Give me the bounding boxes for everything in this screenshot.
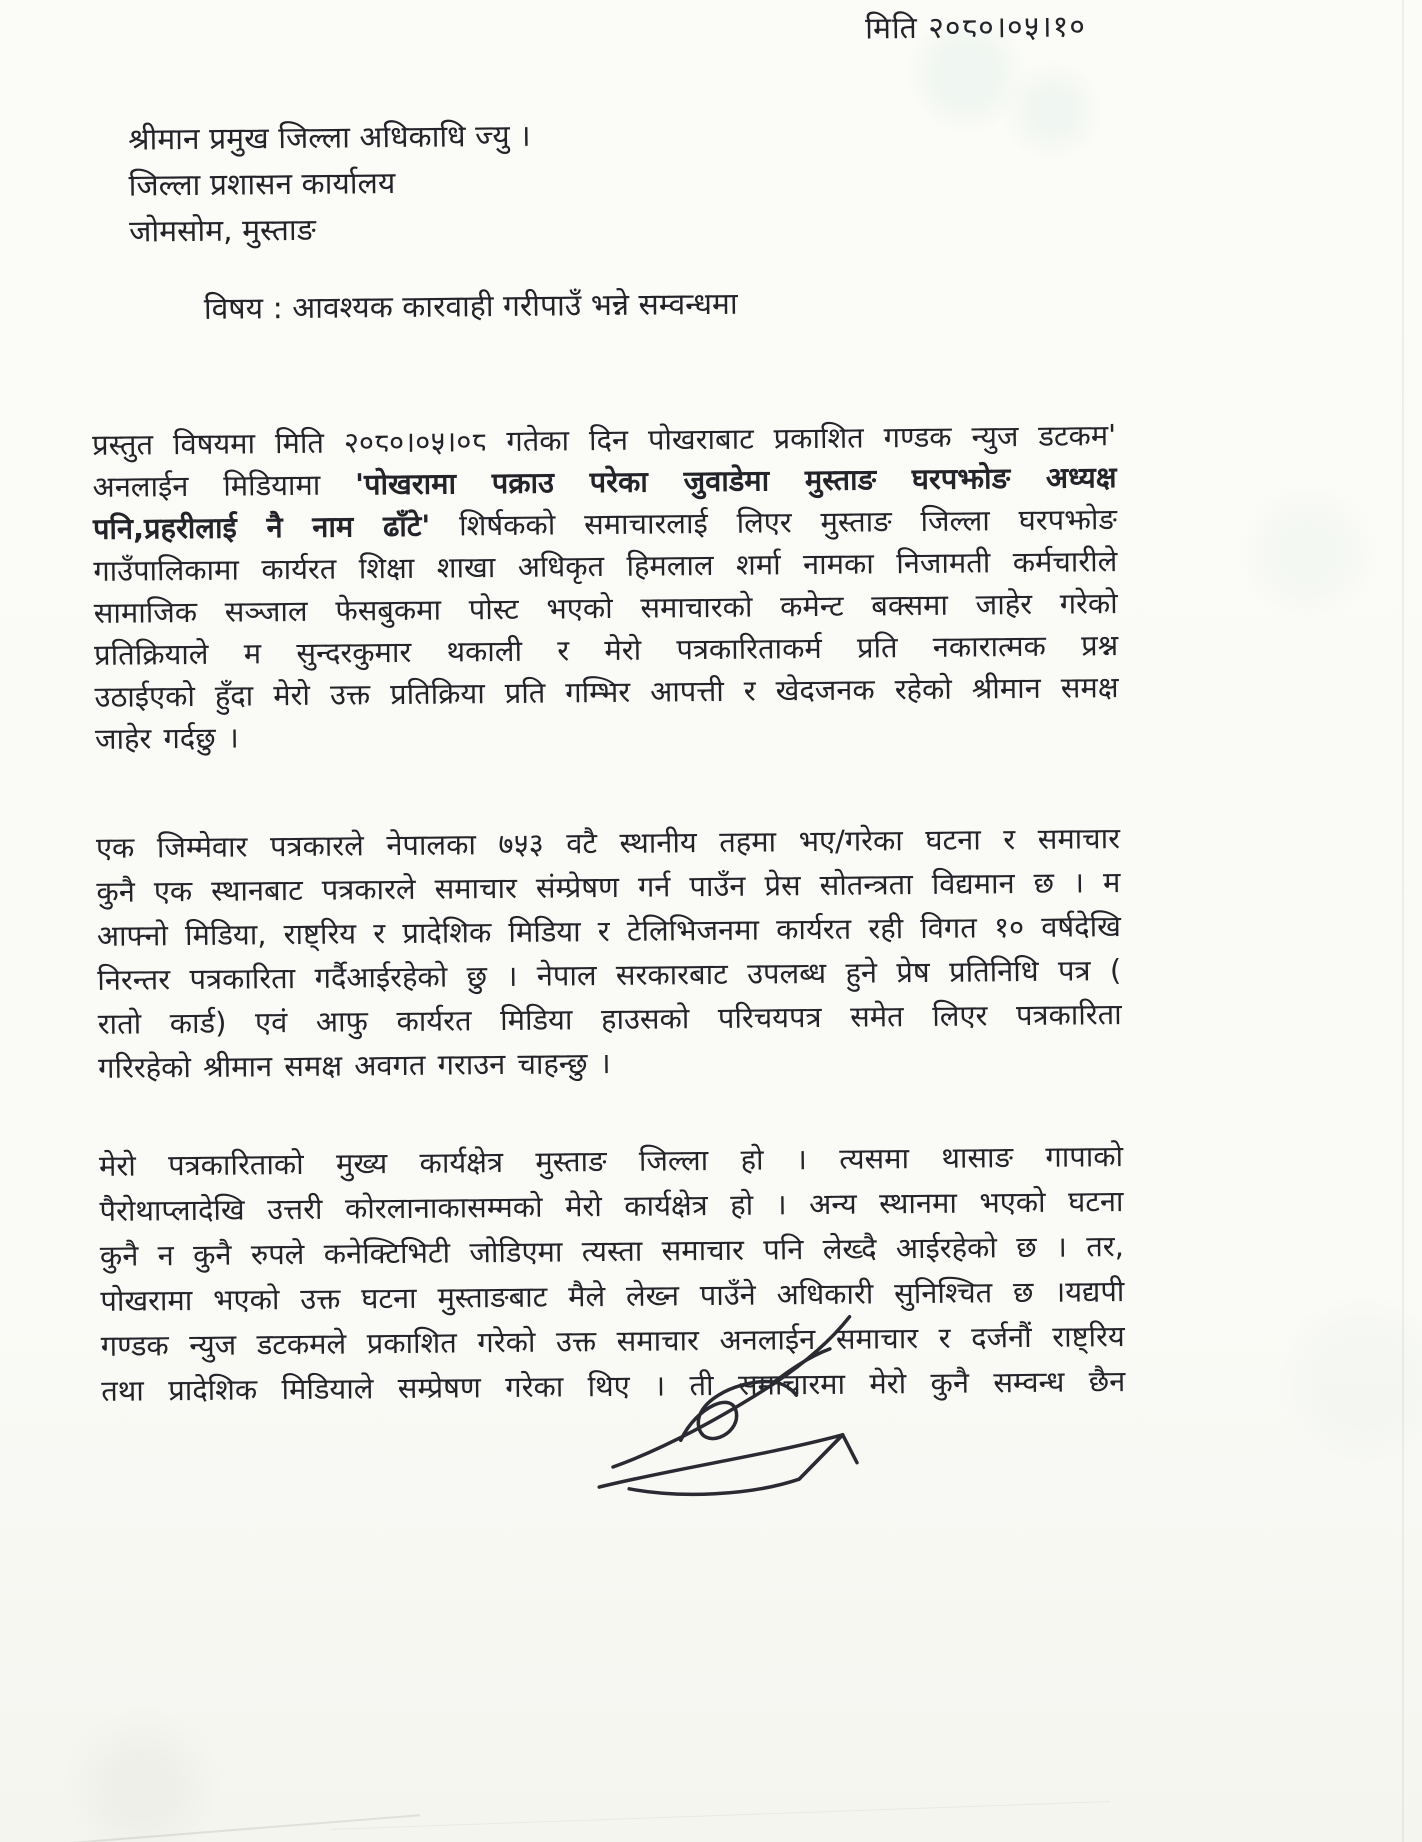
paragraph-1-line-4: गाउँपालिकामा कार्यरत शिक्षा शाखा अधिकृत हिमलाल शर्मा नामका निजामती कर्मचारीले	[93, 544, 1118, 588]
paragraph-2-line-5: रातो कार्ड) एवं आफु कार्यरत मिडिया हाउसको परिचयपत्र समेत लिएर पत्रकारिता	[97, 997, 1122, 1041]
date-line: मिति २०८०।०५।१०	[865, 9, 1087, 47]
headline-quote-segment: पनि,प्रहरीलाई नै नाम ढाँटे'	[92, 508, 431, 546]
paragraph-1-line-8: जाहेर गर्दछु ।	[94, 720, 239, 756]
handwritten-signature	[583, 1296, 897, 1511]
headline-quote-segment: 'पोखरामा पक्राउ परेका जुवाडेमा मुस्ताङ घरपझोङ अध्यक्ष	[355, 460, 1117, 502]
addressee-line-3: जोमसोम, मुस्ताङ	[128, 212, 316, 250]
paragraph-3-line-6: तथा प्रादेशिक मिडियाले सम्प्रेषण गरेका थिए । ती समाचारमा मेरो कुनै सम्वन्ध छैन	[101, 1364, 1126, 1408]
paragraph-1	[92, 414, 1119, 760]
paragraph-1-line-5: सामाजिक सञ्जाल फेसबुकमा पोस्ट भएको समाचारको कमेन्ट बक्समा जाहेर गरेको	[93, 586, 1118, 630]
line-segment: शिर्षकको समाचारलाई लिएर मुस्ताङ जिल्ला घरपझोङ	[430, 502, 1118, 543]
paragraph-2-line-2: कुनै एक स्थानबाट पत्रकारले समाचार संम्प्रेषण गर्न पाउँन प्रेस सोतन्त्रता विद्यमान छ । म	[96, 865, 1121, 909]
paragraph-1-line-7: उठाईएको हुँदा मेरो उक्त प्रतिक्रिया प्रति गम्भिर आपत्ती र खेदजनक रहेको श्रीमान समक्ष	[94, 670, 1119, 714]
paragraph-3-line-5: गण्डक न्युज डटकमले प्रकाशित गरेको उक्त समाचार अनलाईन समाचार र दर्जनौं राष्ट्रिय	[100, 1319, 1125, 1363]
paragraph-2-line-1: एक जिम्मेवार पत्रकारले नेपालका ७५३ वटै स्थानीय तहमा भए/गरेका घटना र समाचार	[95, 821, 1121, 865]
paragraph-2-line-3: आफ्नो मिडिया, राष्ट्रिय र प्रादेशिक मिडिया र टेलिभिजनमा कार्यरत रही विगत १० वर्षदेखि	[96, 909, 1121, 953]
paper-crease	[331, 1801, 1111, 1830]
addressee-line-2: जिल्ला प्रशासन कार्यालय	[128, 166, 396, 204]
paragraph-1-line-1: प्रस्तुत विषयमा मिति २०८०।०५।०८ गतेका दिन पोखराबाट प्रकाशित गण्डक न्युज डटकम'	[92, 418, 1117, 462]
paragraph-2-line-4: निरन्तर पत्रकारिता गर्दैआईरहेको छु । नेपाल सरकारबाट उपलब्ध हुने प्रेष प्रतिनिधि पत्र (	[97, 953, 1122, 997]
paragraph-1-line-6: प्रतिक्रियाले म सुन्दरकुमार थकाली र मेरो पत्रकारिताकर्म प्रति नकारात्मक प्रश्न	[94, 628, 1119, 672]
paragraph-2	[96, 816, 1122, 1090]
paragraph-3-line-2: पैरोथाप्लादेखि उत्तरी कोरलानाकासम्मको मेरो कार्यक्षेत्र हो । अन्य स्थानमा भएको घटना	[99, 1184, 1124, 1228]
subject-line: विषय : आवश्यक कारवाही गरीपाउँ भन्ने सम्वन्धमा	[203, 286, 738, 327]
paragraph-3-line-3: कुनै न कुनै रुपले कनेक्टिभिटी जोडिएमा त्यस्ता समाचार पनि लेख्दै आईरहेको छ । तर,	[99, 1229, 1125, 1273]
paragraph-3-line-4: पोखरामा भएको उक्त घटना मुस्ताङबाट मैले लेख्न पाउँने अधिकारी सुनिश्चित छ ।यद्यपी	[100, 1274, 1125, 1318]
paragraph-3-line-1: मेरो पत्रकारिताको मुख्य कार्यक्षेत्र मुस्ताङ जिल्ला हो । त्यसमा थासाङ गापाको	[98, 1139, 1124, 1183]
addressee-block	[128, 114, 532, 256]
line-segment: अनलाईन मिडियामा	[92, 467, 356, 504]
addressee-line-1: श्रीमान प्रमुख जिल्ला अधिकाधि ज्यु ।	[128, 118, 531, 158]
paragraph-2-line-6: गरिरहेको श्रीमान समक्ष अवगत गराउन चाहन्छु ।	[97, 1045, 611, 1085]
